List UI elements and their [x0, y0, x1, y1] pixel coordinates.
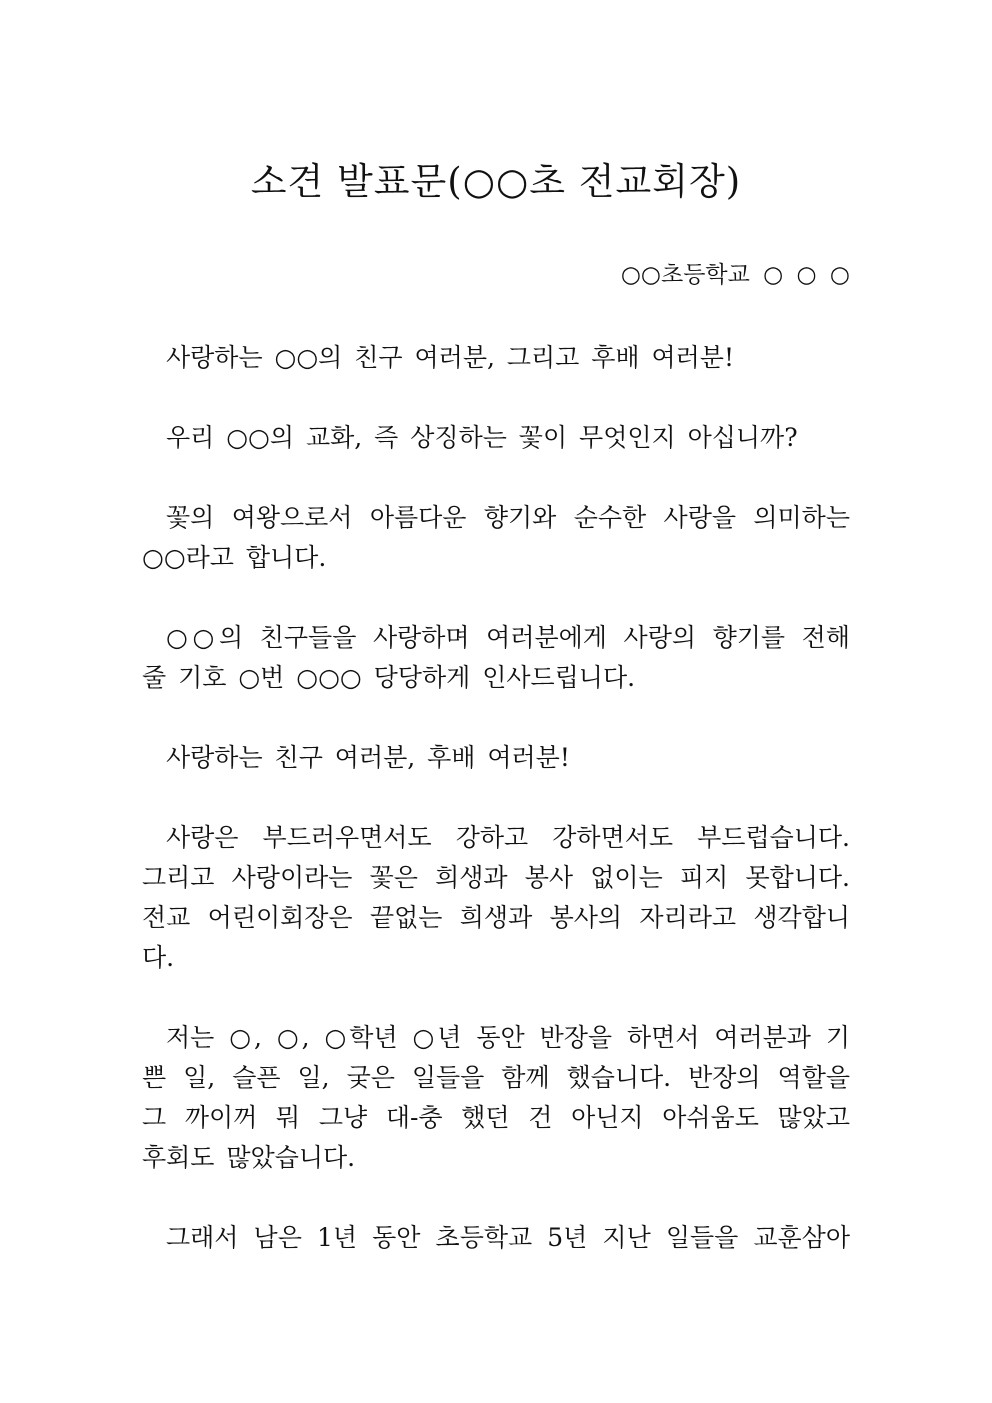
- paragraph-line: 다.: [142, 943, 175, 972]
- paragraph-question: [142, 418, 850, 458]
- paragraph-line: ○○의 친구들을 사랑하며 여러분에게 사랑의 향기를 전해: [166, 623, 850, 652]
- paragraph-line: 그리고 사랑이라는 꽃은 희생과 봉사 없이는 피지 못합니다.: [142, 863, 850, 892]
- paragraph-love: [142, 818, 850, 978]
- paragraph-introduction: [142, 618, 850, 698]
- speech-body: [142, 338, 850, 1298]
- paragraph-line: 후회도 많았습니다.: [142, 1143, 356, 1172]
- author-line: ○○초등학교 ○ ○ ○: [620, 262, 850, 288]
- paragraph-line: 전교 어린이회장은 끝없는 희생과 봉사의 자리라고 생각합니: [142, 903, 850, 932]
- paragraph-line: 꽃의 여왕으로서 아름다운 향기와 순수한 사랑을 의미하는: [166, 503, 850, 532]
- document-title: 소견 발표문(○○초 전교회장): [250, 160, 742, 203]
- paragraph-line: 줄 기호 ○번 ○○○ 당당하게 인사드립니다.: [142, 663, 636, 692]
- paragraph-flower: [142, 498, 850, 578]
- paragraph-line: 그래서 남은 1년 동안 초등학교 5년 지난 일들을 교훈삼아: [166, 1223, 850, 1252]
- paragraph-line: 저는 ○, ○, ○학년 ○년 동안 반장을 하면서 여러분과 기: [166, 1023, 850, 1052]
- paragraph-greeting-2: [142, 738, 850, 778]
- paragraph-line: 쁜 일, 슬픈 일, 궂은 일들을 함께 했습니다. 반장의 역할을: [142, 1063, 850, 1092]
- paragraph-line: ○○라고 합니다.: [142, 543, 327, 572]
- paragraph-line: 그 까이꺼 뭐 그냥 대-충 했던 건 아닌지 아쉬움도 많았고: [142, 1103, 850, 1132]
- paragraph-line: 사랑하는 친구 여러분, 후배 여러분!: [166, 743, 570, 772]
- paragraph-line: 사랑하는 ○○의 친구 여러분, 그리고 후배 여러분!: [166, 343, 735, 372]
- paragraph-resolution: [142, 1218, 850, 1258]
- paragraph-experience: [142, 1018, 850, 1178]
- paragraph-greeting: [142, 338, 850, 378]
- paragraph-line: 사랑은 부드러우면서도 강하고 강하면서도 부드럽습니다.: [166, 823, 850, 852]
- paragraph-line: 우리 ○○의 교화, 즉 상징하는 꽃이 무엇인지 아십니까?: [166, 423, 798, 452]
